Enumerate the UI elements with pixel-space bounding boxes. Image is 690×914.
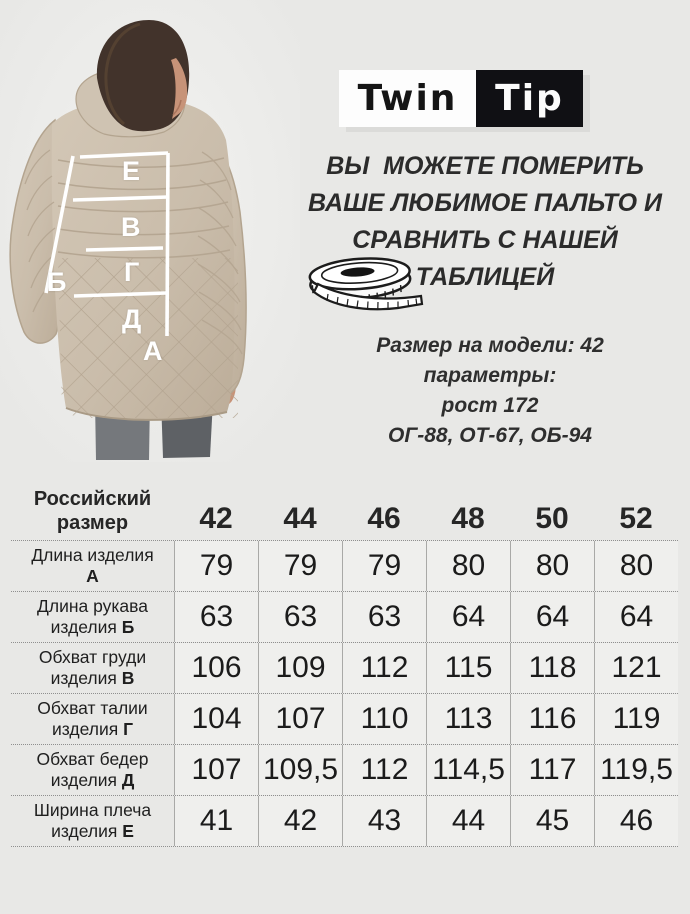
headline-line-2: ВАШЕ ЛЮБИМОЕ ПАЛЬТО И bbox=[307, 189, 663, 217]
cell-value: 79 bbox=[258, 541, 342, 591]
cell-value: 107 bbox=[174, 745, 258, 795]
cell-value: 118 bbox=[510, 643, 594, 693]
model-measurements-line: ОГ-88, ОТ-67, ОБ-94 bbox=[388, 424, 592, 447]
cell-value: 79 bbox=[174, 541, 258, 591]
brand-logo-right: Tip bbox=[476, 70, 583, 127]
size-table-header bbox=[11, 478, 678, 540]
tape-measure-icon bbox=[298, 252, 430, 316]
table-row-chest bbox=[11, 642, 678, 693]
cell-value: 46 bbox=[594, 796, 678, 846]
cell-value: 109 bbox=[258, 643, 342, 693]
row-label-line1: Обхват бедер bbox=[36, 749, 149, 769]
cell-value: 42 bbox=[258, 796, 342, 846]
cell-value: 63 bbox=[258, 592, 342, 642]
cell-value: 114,5 bbox=[426, 745, 510, 795]
row-label-line1: Длина рукава bbox=[37, 596, 148, 616]
cell-value: 80 bbox=[594, 541, 678, 591]
cell-value: 80 bbox=[510, 541, 594, 591]
cell-value: 80 bbox=[426, 541, 510, 591]
table-row-hips bbox=[11, 744, 678, 795]
cell-value: 117 bbox=[510, 745, 594, 795]
row-label-line1: Длина изделия bbox=[31, 545, 154, 565]
corner-label-line2: размер bbox=[56, 512, 129, 534]
row-label bbox=[11, 541, 174, 591]
model-params-label: параметры: bbox=[423, 364, 557, 387]
headline-line-4: ТАБЛИЦЕЙ bbox=[415, 263, 555, 291]
size-col-50: 50 bbox=[535, 502, 569, 535]
model-height-line: рост 172 bbox=[441, 394, 539, 417]
table-row-shoulder bbox=[11, 795, 678, 847]
cell-value: 41 bbox=[174, 796, 258, 846]
size-table bbox=[11, 478, 678, 847]
row-label bbox=[11, 796, 174, 846]
model-photo bbox=[0, 0, 300, 462]
headline-line-3: СРАВНИТЬ С НАШЕЙ bbox=[352, 226, 618, 254]
row-label-line2: изделия Г bbox=[51, 719, 134, 739]
row-label bbox=[11, 592, 174, 642]
cell-value: 79 bbox=[342, 541, 426, 591]
measure-letter-D: Д bbox=[122, 304, 142, 334]
cell-value: 64 bbox=[426, 592, 510, 642]
measure-letter-B: Б bbox=[47, 267, 67, 297]
cell-value: 113 bbox=[426, 694, 510, 744]
table-row-waist bbox=[11, 693, 678, 744]
cell-value: 112 bbox=[342, 643, 426, 693]
cell-value: 119 bbox=[594, 694, 678, 744]
cell-value: 115 bbox=[426, 643, 510, 693]
model-params bbox=[300, 331, 680, 451]
cell-value: 64 bbox=[594, 592, 678, 642]
cell-value: 119,5 bbox=[594, 745, 678, 795]
size-col-52: 52 bbox=[619, 502, 653, 535]
size-col-44: 44 bbox=[283, 502, 317, 535]
row-label-line2: изделия Д bbox=[50, 770, 135, 790]
brand-logo bbox=[339, 70, 583, 127]
row-label-line1: Обхват талии bbox=[37, 698, 148, 718]
row-label-line1: Обхват груди bbox=[38, 647, 147, 667]
size-col-46: 46 bbox=[367, 502, 401, 535]
table-row-length bbox=[11, 540, 678, 591]
table-row-sleeve bbox=[11, 591, 678, 642]
cell-value: 45 bbox=[510, 796, 594, 846]
jacket-back-view-illustration bbox=[0, 0, 300, 462]
brand-logo-left: Twin bbox=[339, 70, 476, 127]
cell-value: 121 bbox=[594, 643, 678, 693]
row-label bbox=[11, 643, 174, 693]
cell-value: 64 bbox=[510, 592, 594, 642]
size-table-corner-label bbox=[11, 478, 174, 540]
measure-letter-G: Г bbox=[124, 257, 140, 287]
corner-label-line1: Российский bbox=[33, 488, 152, 510]
measure-letter-V: В bbox=[121, 212, 141, 242]
size-col-42: 42 bbox=[199, 502, 233, 535]
row-label-line2: изделия В bbox=[50, 668, 135, 688]
row-label-line2: А bbox=[86, 566, 99, 586]
cell-value: 109,5 bbox=[258, 745, 342, 795]
cell-value: 104 bbox=[174, 694, 258, 744]
cell-value: 44 bbox=[426, 796, 510, 846]
row-label-line1: Ширина плеча bbox=[33, 800, 152, 820]
row-label bbox=[11, 745, 174, 795]
cell-value: 107 bbox=[258, 694, 342, 744]
cell-value: 116 bbox=[510, 694, 594, 744]
cell-value: 43 bbox=[342, 796, 426, 846]
cell-value: 63 bbox=[174, 592, 258, 642]
row-label-line2: изделия Б bbox=[50, 617, 135, 637]
measure-letter-A: А bbox=[143, 336, 163, 366]
model-size-line: Размер на модели: 42 bbox=[376, 334, 604, 357]
cell-value: 63 bbox=[342, 592, 426, 642]
row-label bbox=[11, 694, 174, 744]
row-label-line2: изделия Е bbox=[51, 821, 134, 841]
cell-value: 112 bbox=[342, 745, 426, 795]
measure-letter-E: Е bbox=[122, 156, 141, 186]
size-col-48: 48 bbox=[451, 502, 485, 535]
cell-value: 106 bbox=[174, 643, 258, 693]
headline-line-1: ВЫ МОЖЕТЕ ПОМЕРИТЬ bbox=[326, 152, 644, 180]
cell-value: 110 bbox=[342, 694, 426, 744]
